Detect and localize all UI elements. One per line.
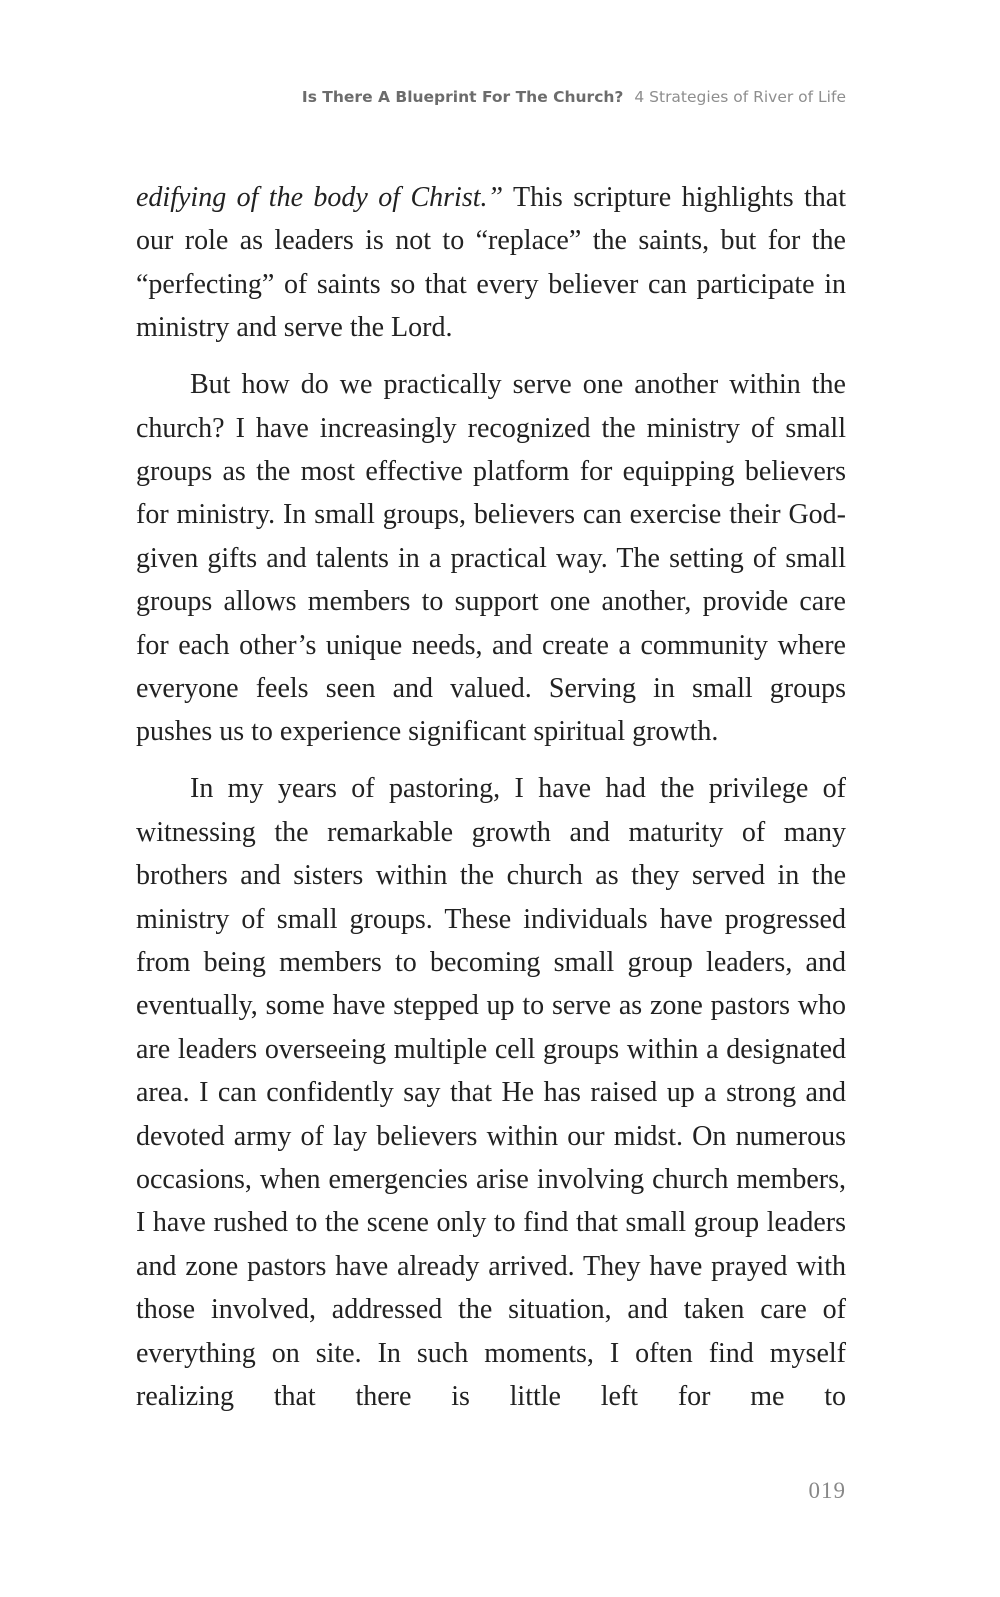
page-number: 019 — [808, 1478, 846, 1503]
running-head-title: Is There A Blueprint For The Church? — [301, 88, 624, 106]
paragraph-2: But how do we practically serve one another within the church? I have increasingly recognized the ministry of small groups as the most effective platform for equipping believers for ministry. In small groups, believers can exercise their God-given gifts and talents in a practical way. The setting of small groups allows members to support one another, provide care for each other’s unique needs, and create a community where everyone feels seen and valued. Serving in small groups pushes us to experience significant spiritual growth. — [136, 369, 846, 748]
running-head-subtitle: 4 Strategies of River of Life — [634, 88, 846, 106]
running-head — [302, 86, 846, 108]
body-text — [136, 176, 846, 1418]
paragraph-1-italic: edifying of the body of Christ.” — [136, 182, 504, 213]
paragraph-1-text: This scripture highlights that our role as leaders is not to “replace” the saints, but for the “perfecting” of saints so that every believer can participate in ministry and serve the Lord. — [136, 182, 846, 344]
paragraph-3: In my years of pastoring, I have had the privilege of witnessing the remarkable growth and maturity of many brothers and sisters within the church as they served in the ministry of small groups. These individuals have progressed from being members to becoming small group leaders, and eventually, some have stepped up to serve as zone pastors who are leaders overseeing multiple cell groups within a designated area. I can confidently say that He has raised up a strong and devoted army of lay believers within our midst. On numerous occasions, when emergencies arise involving church members, I have rushed to the scene only to find that small group leaders and zone pastors have already arrived. They have prayed with those involved, addressed the situation, and taken care of everything on site. In such moments, I often find myself realizing that there is little left for me to — [136, 773, 846, 1412]
paragraph-1 — [136, 176, 846, 350]
